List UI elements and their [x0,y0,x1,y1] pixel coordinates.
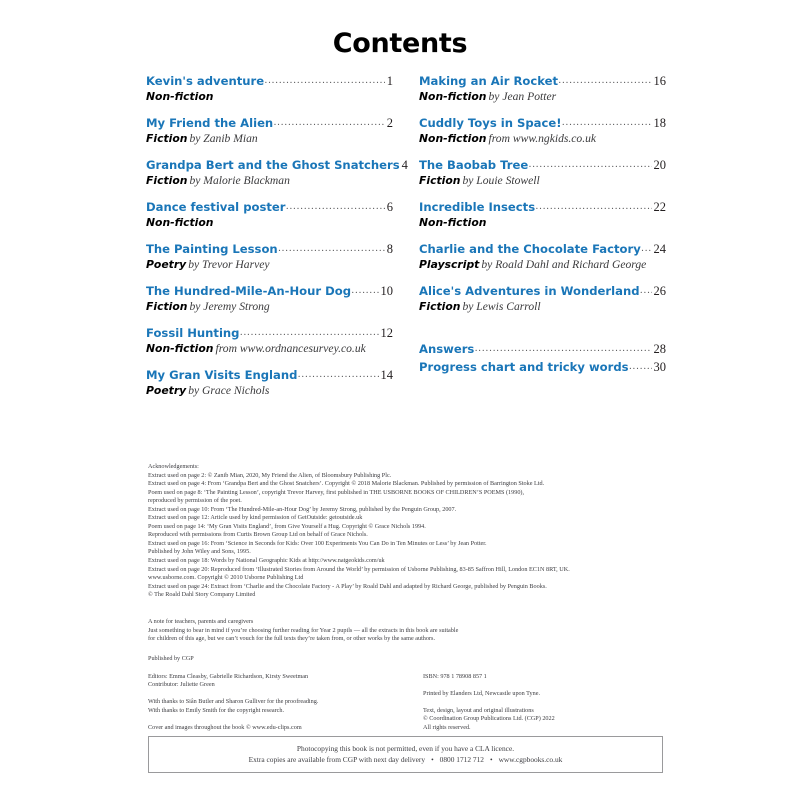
toc-entry-genre: Non-fiction [146,216,214,229]
publisher-line-group [423,690,663,699]
toc-entry-author: by Grace Nichols [188,384,270,397]
toc-entry[interactable] [419,360,666,374]
publisher-line-group [148,673,423,690]
toc-entry-title: The Painting Lesson [146,242,278,256]
toc-entry-title: Answers [419,342,475,356]
toc-entry[interactable] [146,74,393,104]
publisher-columns [148,673,663,733]
toc-entry-genre: Fiction [146,174,188,187]
toc-entry-subline [419,89,666,104]
toc-entry-line [419,116,666,130]
toc-entry-subline [146,215,393,230]
acknowledgements-line: Reproduced with permissions from Curtis Brown Group Ltd on behalf of Grace Nichols. [148,531,368,539]
toc-dot-leader [278,245,385,254]
toc-entry-title: Making an Air Rocket [419,74,559,88]
toc-entry[interactable] [419,74,666,104]
toc-entry-title: My Gran Visits England [146,368,298,382]
toc-dot-leader [265,77,386,86]
toc-entry-page-number: 16 [653,74,666,88]
page-title: Contents [332,28,468,59]
toc-entry-page-number: 20 [653,158,666,172]
acknowledgements-line: reproduced by permission of the poet. [148,497,242,505]
acknowledgements-line: Published by John Wiley and Sons, 1995. [148,548,251,556]
teachers-note-line: Just something to bear in mind if you’re choosing further reading for Year 2 pupils — all the extracts in this book are suitable [148,626,459,634]
toc-entry-page-number: 26 [653,284,666,298]
publisher-line-group [423,673,663,682]
toc-entry-line [146,158,408,172]
publisher-line: All rights reserved. [423,723,471,731]
acknowledgements-heading: Acknowledgements: [148,463,199,470]
toc-entry-author: by Lewis Carroll [462,300,541,313]
toc-entry-title: Incredible Insects [419,200,536,214]
toc-entry-author: from www.ngkids.co.uk [488,132,597,145]
acknowledgements-line: Extract used on page 10: From ‘The Hundred-Mile-an-Hour Dog’ by Jeremy Strong, published by the Penguin Group, 2007. [148,505,457,513]
toc-dot-leader [529,161,652,170]
toc-entry-line [419,342,666,356]
toc-dot-leader [298,371,379,380]
toc-entry-author: by Malorie Blackman [189,174,290,187]
acknowledgements-line: Extract used on page 16: From ‘Science in Seconds for Kids: Over 100 Experiments You Can Do in Ten Minutes or Less’ by Jean Potter. [148,539,487,547]
toc-entry-page-number: 18 [653,116,666,130]
toc-entry-line [146,242,393,256]
footer-phone: 0800 1712 712 [439,755,484,765]
toc-entry[interactable] [419,242,666,272]
toc-entry[interactable] [146,326,393,356]
toc-dot-leader [629,363,652,372]
toc-entry-author: by Zanib Mian [189,132,258,145]
publisher-line-group [148,724,423,733]
toc-entry-title: Kevin's adventure [146,74,265,88]
toc-entry[interactable] [146,200,393,230]
toc-entry-title: The Hundred-Mile-An-Hour Dog [146,284,352,298]
teachers-note-line: for children of this age, but we can’t vouch for the full texts they’re taken from, or other works by the same authors. [148,635,436,643]
toc-entry-line [419,242,666,256]
toc-entry-author: by Louie Stowell [462,174,540,187]
acknowledgements-line: Extract used on page 20: Reproduced from ‘Illustrated Stories from Around the World’ by permission of Usborne Publishing, 83-85 Saffron Hill, London EC1N 8RT, UK. [148,565,570,573]
toc-dot-leader [641,245,652,254]
publisher-line: Contributor: Juliette Green [148,681,215,689]
toc-entry[interactable] [419,116,666,146]
toc-entry-line [419,360,666,374]
publisher-column-left [148,673,423,733]
publisher-line: Editors: Emma Cleasby, Gabrielle Richardson, Kirsty Sweetman [148,672,309,680]
footer-separator-2: • [490,755,493,765]
toc-entry-line [419,74,666,88]
toc-entry-title: Dance festival poster [146,200,286,214]
acknowledgements-line: Extract used on page 12: Article used by kind permission of GetOutside: getoutside.uk [148,514,363,522]
toc-entry-line [146,116,393,130]
toc-entry-subline [419,173,666,188]
toc-entry[interactable] [146,368,393,398]
toc-entry-line [419,284,666,298]
publisher-line-group [148,698,423,715]
toc-entry-genre: Non-fiction [419,132,487,145]
toc-entry-genre: Fiction [419,174,461,187]
toc-entry-page-number: 8 [386,242,393,256]
toc-dot-leader [286,203,385,212]
toc-entry-subline [146,341,393,356]
toc-entry-subline [419,299,666,314]
teachers-note-block [148,618,663,644]
toc-entry-genre: Non-fiction [419,216,487,229]
footer-separator-1: • [431,755,434,765]
toc-entry-line [146,284,393,298]
toc-entry-subline [146,299,393,314]
toc-entry-title: Grandpa Bert and the Ghost Snatchers [146,158,400,172]
toc-column-right [419,74,666,410]
toc-entry-subline [146,89,393,104]
toc-entry-author: by Jean Potter [488,90,557,103]
acknowledgements-line: Poem used on page 14: ‘My Gran Visits England’, from Give Yourself a Hug. Copyright © Grace Nichols 1994. [148,522,426,530]
publisher-line: With thanks to Siân Butler and Sharon Gulliver for the proofreading. [148,698,319,706]
toc-entry[interactable] [419,200,666,230]
toc-entry-subline [146,257,393,272]
footer-website[interactable]: www.cgpbooks.co.uk [498,755,563,765]
toc-entry-line [419,200,666,214]
toc-dot-leader [240,329,379,338]
toc-entry-author: from www.ordnancesurvey.co.uk [215,342,366,355]
toc-entry-subline [419,257,666,272]
toc-entry-title: The Baobab Tree [419,158,529,172]
toc-entry-page-number: 1 [386,74,393,88]
toc-entry-page-number: 2 [386,116,393,130]
acknowledgements-line: www.usborne.com. Copyright © 2010 Usborne Publishing Ltd [148,574,304,582]
toc-entry-page-number: 24 [653,242,666,256]
toc-entry[interactable] [419,284,666,314]
toc-entry-subline [146,131,393,146]
toc-entry-line [419,158,666,172]
toc-entry[interactable] [146,284,393,314]
publisher-line: Cover and images throughout the book © www.edu-clips.com [148,723,302,731]
toc-entry-page-number: 28 [653,342,666,356]
toc-entry-subline [146,383,393,398]
toc-column-left [146,74,408,410]
toc-entry-page-number: 4 [401,158,408,172]
toc-entry-page-number: 6 [386,200,393,214]
toc-entry-page-number: 12 [380,326,393,340]
toc-entry-line [146,200,393,214]
toc-entry-author: by Jeremy Strong [189,300,270,313]
toc-entry-genre: Non-fiction [146,90,214,103]
toc-dot-leader [536,203,652,212]
toc-entry-author: by Roald Dahl and Richard George [481,258,647,271]
toc-entry-page-number: 14 [380,368,393,382]
publisher-block [148,655,663,732]
toc-entry-line [146,326,393,340]
toc-entry[interactable] [146,158,408,188]
publisher-line: Text, design, layout and original illustrations [423,706,534,714]
acknowledgements-line: Extract used on page 18: Words by National Geographic Kids at http://www.natgeokids.com/uk [148,557,385,565]
toc-entry-title: My Friend the Alien [146,116,274,130]
toc-entry-title: Progress chart and tricky words [419,360,629,374]
toc-entry-subline [419,215,666,230]
toc-entry[interactable] [419,158,666,188]
toc-entry-page-number: 10 [380,284,393,298]
toc-dot-leader [274,119,386,128]
toc-entry-genre: Non-fiction [419,90,487,103]
toc-dot-leader [559,77,652,86]
publisher-line: Printed by Elanders Ltd, Newcastle upon Tyne. [423,689,540,697]
footer-line-1: Photocopying this book is not permitted, even if you have a CLA licence. [296,744,515,753]
toc-entry-genre: Poetry [146,384,187,397]
toc-entry-title: Charlie and the Chocolate Factory [419,242,641,256]
toc-entry-title: Cuddly Toys in Space! [419,116,562,130]
toc-entry-page-number: 22 [653,200,666,214]
toc-entry-genre: Playscript [419,258,480,271]
publisher-line-group [423,707,663,733]
toc-entry-genre: Poetry [146,258,187,271]
toc-entry-subline [146,173,393,188]
toc-entry-genre: Fiction [419,300,461,313]
publisher-line: With thanks to Emily Smith for the copyright research. [148,706,285,714]
toc-entry-author: by Trevor Harvey [188,258,270,271]
publisher-line: © Coordination Group Publications Ltd. (CGP) 2022 [423,715,555,723]
publisher-column-right [423,673,663,733]
toc-entry[interactable] [146,116,393,146]
toc-dot-leader [562,119,652,128]
footer-order-text: Extra copies are available from CGP with next day delivery [248,755,426,765]
toc-dot-leader [475,345,652,354]
toc-entry-genre: Non-fiction [146,342,214,355]
acknowledgements-line: © The Roald Dahl Story Company Limited [148,591,256,599]
toc-entry-subline [419,131,666,146]
table-of-contents [146,74,666,410]
footer-line-2 [153,754,658,765]
toc-dot-leader [640,287,652,296]
toc-entry-title: Fossil Hunting [146,326,240,340]
acknowledgements-block [148,463,663,600]
toc-dot-leader [352,287,379,296]
publisher-line: ISBN: 978 1 78908 857 1 [423,672,487,680]
toc-entry-line [146,368,393,382]
acknowledgements-line: Extract used on page 2: © Zanib Mian, 2020, My Friend the Alien, of Bloomsbury Publishing Plc. [148,471,392,479]
toc-entry-title: Alice's Adventures in Wonderland [419,284,640,298]
published-by-line: Published by CGP [148,655,194,662]
toc-entry-page-number: 30 [653,360,666,374]
acknowledgements-line: Extract used on page 4: From ‘Grandpa Bert and the Ghost Snatchers’. Copyright © 2018 Malorie Blackman. Published by permission of Barrington Stoke Ltd. [148,480,545,488]
toc-entry[interactable] [419,342,666,356]
toc-entry[interactable] [146,242,393,272]
footer-notice-box [148,736,663,773]
toc-entry-genre: Fiction [146,132,188,145]
toc-entry-genre: Fiction [146,300,188,313]
acknowledgements-line: Extract used on page 24: Extract from ‘Charlie and the Chocolate Factory - A Play’ by Roald Dahl and adapted by Richard George, published by Penguin Books. [148,582,547,590]
toc-entry-line [146,74,393,88]
acknowledgements-line: Poem used on page 8: ‘The Painting Lesson’, copyright Trevor Harvey, first published in THE USBORNE BOOKS OF CHILDREN’S POEMS (1990), [148,488,525,496]
teachers-note-heading: A note for teachers, parents and caregivers [148,618,254,625]
